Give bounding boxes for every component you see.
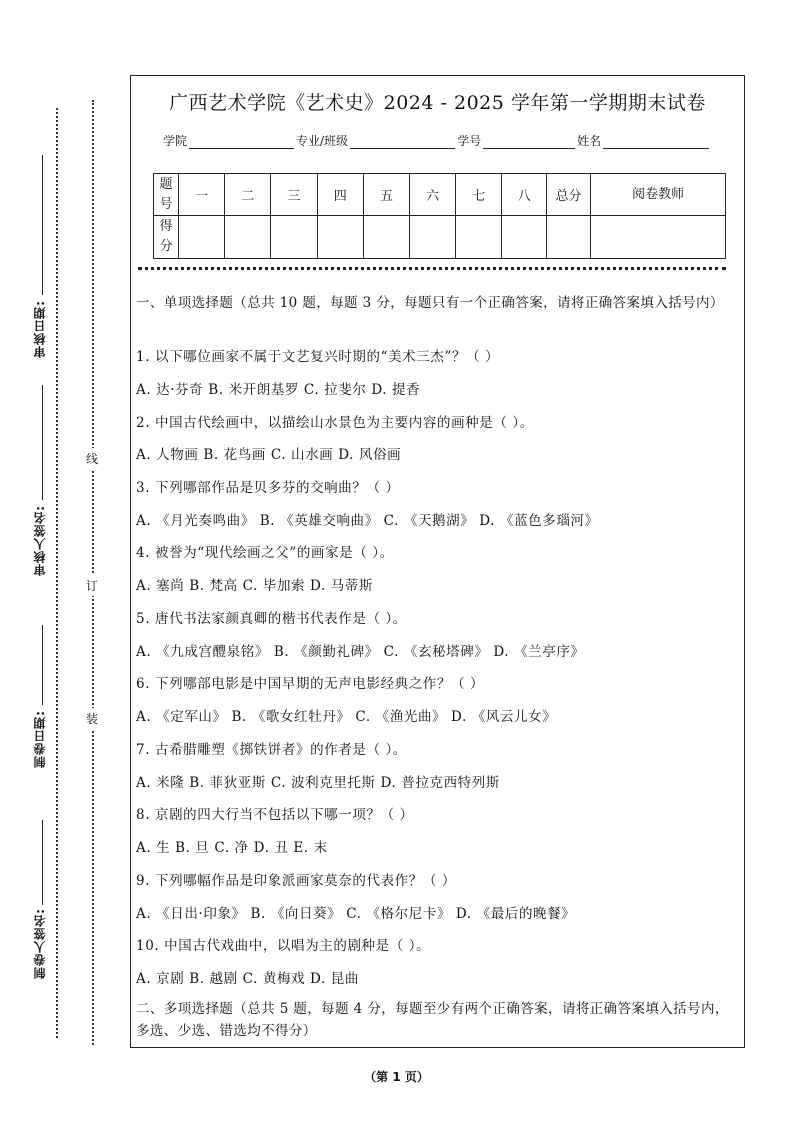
section2-heading: 二、多项选择题（总共 5 题，每题 4 分，每题至少有两个正确答案，请将正确答案填入括号内，多选、少选、错选均不得分）	[136, 1001, 729, 1039]
score-cell[interactable]	[317, 216, 363, 259]
score-col-2: 二	[225, 174, 271, 216]
exam-title: 广西艺术学院《艺术史》2024 - 2025 学年第一学期期末试卷	[169, 92, 706, 114]
options-6: A. 《定军山》 B. 《歌女红牡丹》 C. 《渔光曲》 D. 《风云儿女》	[136, 709, 557, 725]
question-9: 9. 下列哪幅作品是印象派画家莫奈的代表作？（ ）	[136, 873, 456, 889]
review-date-label: 审核日期:	[33, 300, 47, 358]
binding-dotted-line	[92, 100, 94, 1045]
score-row-label: 得分	[154, 216, 179, 259]
score-col-4: 四	[317, 174, 363, 216]
college-field[interactable]	[189, 136, 294, 149]
options-5: A. 《九成宫醴泉铭》 B. 《颜勤礼碑》 C. 《玄秘塔碑》 D. 《兰亭序》	[136, 644, 585, 660]
score-cell[interactable]	[456, 216, 502, 259]
student-id-field[interactable]	[483, 136, 575, 149]
score-table-score-row	[154, 216, 726, 259]
question-10: 10. 中国古代戏曲中，以唱为主的剧种是（ ）。	[136, 938, 431, 954]
score-table	[153, 173, 726, 259]
review-date-line	[42, 155, 43, 295]
major-class-label: 专业/班级	[296, 134, 349, 148]
score-col-3: 三	[271, 174, 317, 216]
score-col-7: 七	[456, 174, 502, 216]
question-2: 2. 中国古代绘画中，以描绘山水景色为主要内容的画种是（ ）。	[136, 415, 534, 431]
score-col-1: 一	[179, 174, 225, 216]
college-label: 学院	[163, 134, 188, 148]
reviewer-signature-line	[42, 385, 43, 500]
question-8: 8. 京剧的四大行当不包括以下哪一项？（ ）	[136, 807, 414, 823]
exam-frame	[130, 75, 745, 1048]
student-info-row	[163, 132, 711, 149]
score-cell[interactable]	[502, 216, 546, 259]
options-3: A. 《月光奏鸣曲》 B. 《英雄交响曲》 C. 《天鹅湖》 D. 《蓝色多瑙河》	[136, 513, 599, 529]
question-7: 7. 古希腊雕塑《掷铁饼者》的作者是（ ）。	[136, 742, 407, 758]
score-table-header-row	[154, 174, 726, 216]
score-cell[interactable]	[546, 216, 590, 259]
dotted-separator	[138, 267, 726, 270]
options-9: A. 《日出·印象》 B. 《向日葵》 C. 《格尔尼卡》 D. 《最后的晚餐》	[136, 906, 576, 922]
binding-char-bind: 装	[85, 708, 99, 729]
name-label: 姓名	[577, 134, 602, 148]
binding-char-staple: 订	[85, 575, 99, 596]
compiler-signature-line	[42, 820, 43, 905]
score-cell[interactable]	[591, 216, 726, 259]
score-cell[interactable]	[179, 216, 225, 259]
student-id-label: 学号	[457, 134, 482, 148]
binding-char-line: 线	[85, 448, 99, 469]
score-col-grader: 阅卷教师	[591, 174, 726, 216]
question-3: 3. 下列哪部作品是贝多芬的交响曲？（ ）	[136, 480, 400, 496]
score-col-5: 五	[363, 174, 409, 216]
section1-heading: 一、单项选择题（总共 10 题，每题 3 分，每题只有一个正确答案，请将正确答案填入括号内）	[136, 295, 724, 311]
score-cell[interactable]	[363, 216, 409, 259]
score-cell[interactable]	[410, 216, 456, 259]
question-number-header: 题号	[154, 174, 179, 216]
score-col-6: 六	[410, 174, 456, 216]
question-4: 4. 被誉为“现代绘画之父”的画家是（ ）。	[136, 545, 394, 561]
major-class-field[interactable]	[350, 136, 455, 149]
score-cell[interactable]	[271, 216, 317, 259]
options-4: A. 塞尚 B. 梵高 C. 毕加索 D. 马蒂斯	[136, 578, 374, 594]
compile-date-line	[42, 625, 43, 705]
margin-dotted-line	[56, 108, 58, 1038]
options-2: A. 人物画 B. 花鸟画 C. 山水画 D. 风俗画	[136, 447, 402, 463]
question-6: 6. 下列哪部电影是中国早期的无声电影经典之作？（ ）	[136, 676, 485, 692]
question-5: 5. 唐代书法家颜真卿的楷书代表作是（ ）。	[136, 611, 407, 627]
score-cell[interactable]	[225, 216, 271, 259]
question-1: 1. 以下哪位画家不属于文艺复兴时期的“美术三杰”？（ ）	[136, 349, 500, 365]
options-7: A. 米隆 B. 菲狄亚斯 C. 波利克里托斯 D. 普拉克西特列斯	[136, 775, 500, 791]
page-number: （第 1 页）	[364, 1070, 429, 1084]
reviewer-signature-label: 审核人签名:	[33, 505, 47, 576]
name-field[interactable]	[603, 136, 709, 149]
score-col-8: 八	[502, 174, 546, 216]
options-8: A. 生 B. 旦 C. 净 D. 丑 E. 末	[136, 840, 328, 856]
compiler-signature-label: 制卷人签名:	[33, 908, 47, 979]
options-1: A. 达·芬奇 B. 米开朗基罗 C. 拉斐尔 D. 提香	[136, 382, 421, 398]
options-10: A. 京剧 B. 越剧 C. 黄梅戏 D. 昆曲	[136, 971, 359, 987]
compile-date-label: 制卷日期:	[33, 710, 47, 768]
score-col-total: 总分	[546, 174, 590, 216]
